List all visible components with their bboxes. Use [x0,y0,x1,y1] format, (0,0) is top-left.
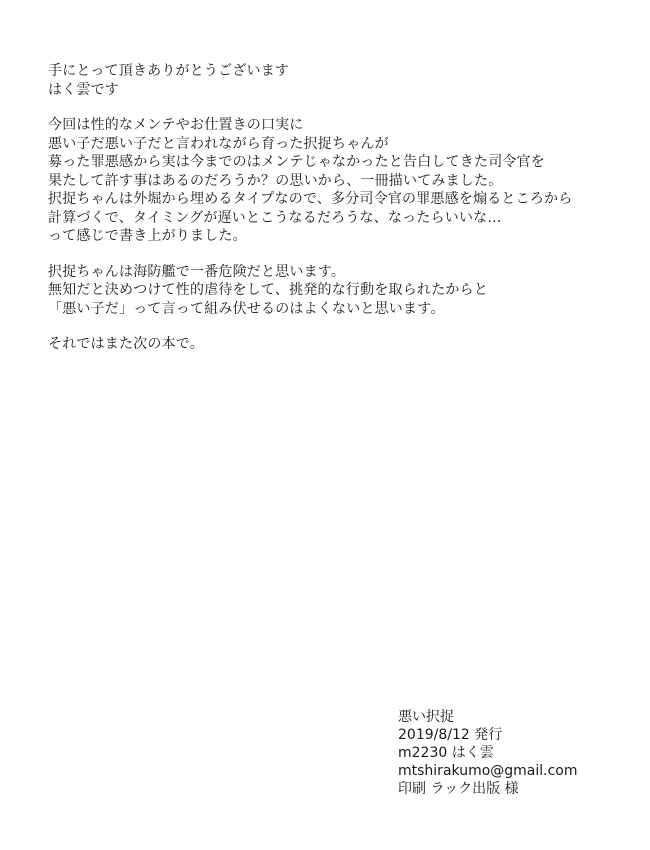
afterword-text [48,62,628,371]
text-line: 今回は性的なメンテやお仕置きの口実に [48,117,304,133]
colophon [398,708,638,798]
text-line: 悪い子だ悪い子だと言われながら育った択捉ちゃんが [48,135,389,152]
printer-credit: 印刷 ラック出版 様 [398,781,519,797]
contact-email: mtshirakumo@gmail.com [398,763,578,779]
text-line: 択捉ちゃんは外堀から埋めるタイプなので、多分司令官の罪悪感を煽るところから [48,191,573,207]
paragraph-opinion [48,263,628,319]
publish-date: 2019/8/12 発行 [398,727,503,743]
text-line: 計算づくで、タイミングが遅いとこうなるだろうな、なったらいいな… [48,209,502,226]
paragraph-greeting [48,62,628,99]
text-line: 手にとって頂きありがとうございます [48,63,290,79]
text-line: 果たして許す事はあるのだろうか？の思いから、一冊描いてみました。 [48,172,503,189]
text-line: それではまた次の本で。 [48,336,204,352]
text-line: はく雲です [48,81,119,98]
text-line: 募った罪悪感から実は今までのはメンテじゃなかったと告白してきた司令官を [48,154,545,170]
circle-name: m2230 はく雲 [398,745,494,761]
text-line: って感じで書き上がりました。 [48,228,247,244]
text-line: 択捉ちゃんは海防艦で一番危険だと思います。 [48,263,346,280]
paragraph-closing [48,335,628,354]
paragraph-story [48,116,628,246]
text-line: 「悪い子だ」って言って組み伏せるのはよくないと思います。 [48,300,445,317]
text-line: 無知だと決めつけて性的虐待をして、挑発的な行動を取られたからと [48,282,488,298]
book-title: 悪い択捉 [398,709,454,725]
